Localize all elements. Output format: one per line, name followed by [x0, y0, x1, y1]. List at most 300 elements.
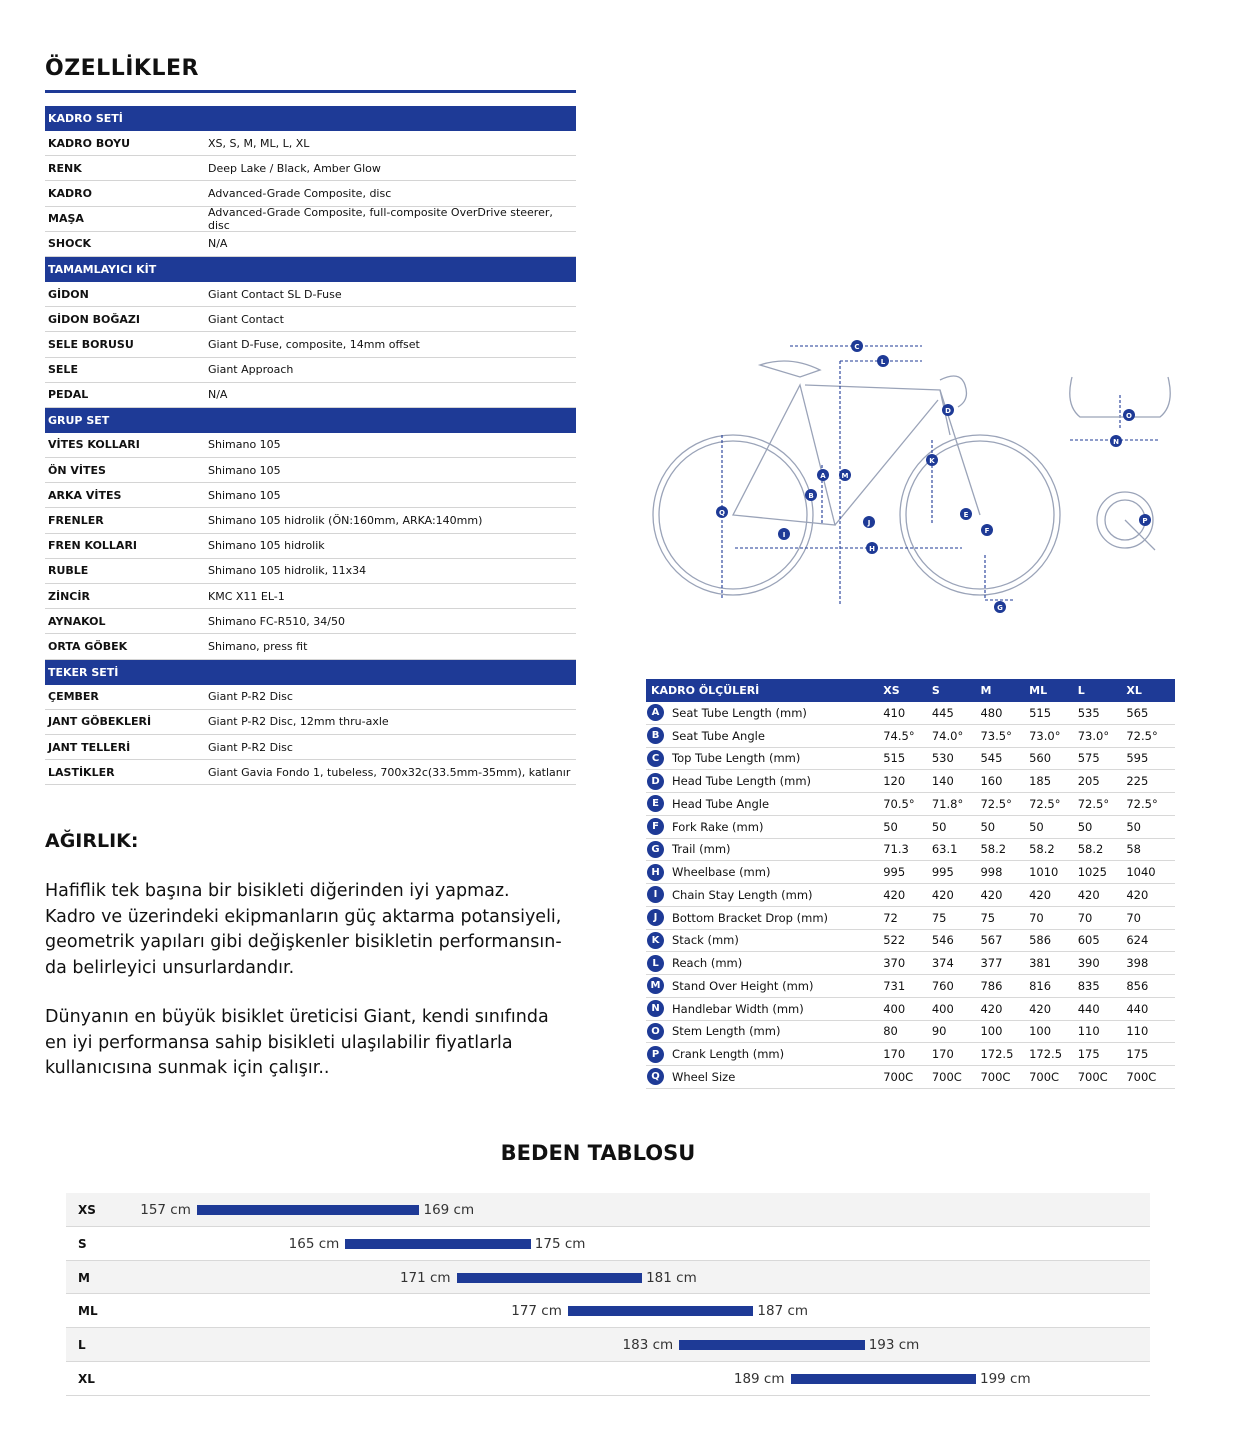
- measure-value: 72: [883, 910, 898, 925]
- spec-key: SELE BORUSU: [48, 337, 134, 351]
- spec-row: [45, 433, 576, 458]
- size-label: XS: [78, 1203, 96, 1217]
- geometry-row: [646, 884, 1175, 907]
- measure-name: Handlebar Width (mm): [672, 1001, 804, 1016]
- measure-value: 440: [1077, 1001, 1100, 1016]
- spec-value: Shimano 105 hidrolik (ÖN:160mm, ARKA:140mm): [208, 514, 483, 528]
- measure-value: 420: [1077, 887, 1100, 902]
- measure-value: 50: [931, 819, 947, 834]
- spec-value: Giant P-R2 Disc: [208, 690, 293, 704]
- measure-value: 998: [980, 865, 1003, 880]
- figure-letter-badge: [851, 340, 863, 352]
- measure-value: 390: [1077, 956, 1100, 971]
- figure-letter: C: [854, 343, 860, 351]
- geometry-row-name: [646, 909, 877, 926]
- spec-value: Giant Contact SL D-Fuse: [208, 287, 342, 301]
- spec-key: JANT TELLERİ: [48, 740, 131, 754]
- measure-value: 72.5°: [1126, 728, 1158, 743]
- geometry-row: [646, 839, 1175, 862]
- crank-arm: [1125, 520, 1155, 550]
- measure-value: 58: [1126, 842, 1141, 857]
- letter-badge: D: [647, 773, 664, 790]
- spec-row: [45, 458, 576, 483]
- spec-row: [45, 358, 576, 383]
- figure-letter-badge: [716, 506, 728, 518]
- measure-value: 515: [1029, 705, 1052, 720]
- size-col-xl: XL: [1126, 684, 1142, 697]
- measure-value: 535: [1077, 705, 1100, 720]
- figure-letter-badge: [877, 355, 889, 367]
- measure-value: 74.0°: [931, 728, 964, 743]
- spec-row: [45, 685, 576, 710]
- size-col-l: L: [1077, 684, 1085, 697]
- size-row: [66, 1362, 1150, 1396]
- measure-value: 72.5°: [980, 796, 1012, 811]
- measure-value: 731: [883, 978, 906, 993]
- letter-badge: E: [647, 795, 664, 812]
- measure-value: 58.2: [1077, 842, 1104, 857]
- size-row: [66, 1328, 1150, 1362]
- figure-letter-badge: [981, 524, 993, 536]
- measure-value: 595: [1126, 751, 1149, 766]
- down-tube: [835, 400, 938, 525]
- measure-value: 374: [931, 956, 954, 971]
- measure-name: Seat Tube Length (mm): [672, 705, 807, 720]
- size-min-label: 177 cm: [511, 1303, 562, 1320]
- size-range-bar: [197, 1205, 420, 1215]
- measure-name: Wheelbase (mm): [672, 865, 771, 880]
- size-min-label: 165 cm: [288, 1235, 340, 1252]
- spec-section-header: TAMAMLAYICI KİT: [45, 257, 576, 282]
- letter-badge: K: [647, 932, 664, 949]
- measure-value: 70: [1029, 910, 1044, 925]
- geometry-row: [646, 793, 1175, 816]
- geometry-row: [646, 1043, 1175, 1066]
- geometry-row-name: [646, 750, 877, 767]
- geometry-row: [646, 861, 1175, 884]
- geometry-row-name: [646, 977, 877, 994]
- geometry-row-name: [646, 1023, 877, 1040]
- measure-value: 75: [980, 910, 996, 925]
- spec-value: Shimano 105: [208, 438, 281, 452]
- spec-row: [45, 483, 576, 508]
- figure-letter: N: [1113, 438, 1119, 446]
- measure-value: 70: [1077, 910, 1093, 925]
- figure-letter-badge: [960, 508, 972, 520]
- letter-badge: L: [647, 955, 664, 972]
- size-chart: [66, 1193, 1150, 1396]
- measure-value: 172.5: [1029, 1047, 1063, 1062]
- geometry-row-name: [646, 886, 877, 903]
- measure-value: 700C: [931, 1069, 962, 1084]
- letter-badge: J: [647, 909, 664, 926]
- figure-letter-badge: [863, 516, 875, 528]
- weight-paragraph-2: Dünyanın en büyük bisiklet üreticisi Giant, kendi sınıfında en iyi performansa sahip bisikleti ulaşılabilir fiyatlarla kullanıcısına sunmak için çalışır..: [45, 1007, 549, 1078]
- size-row: [66, 1294, 1150, 1328]
- measure-name: Chain Stay Length (mm): [672, 887, 813, 902]
- size-label: ML: [78, 1304, 98, 1319]
- letter-badge: G: [647, 841, 664, 858]
- measure-value: 175: [1126, 1047, 1149, 1062]
- measure-name: Bottom Bracket Drop (mm): [672, 910, 829, 925]
- measure-value: 760: [931, 978, 954, 993]
- figure-letter-badge: [866, 542, 878, 554]
- spec-key: FRENLER: [48, 514, 104, 528]
- measure-value: 50: [1077, 819, 1093, 834]
- figure-letter: H: [869, 545, 875, 553]
- spec-value: Shimano 105 hidrolik: [208, 539, 325, 553]
- spec-key: RENK: [48, 161, 82, 175]
- measure-value: 71.8°: [931, 796, 964, 811]
- size-label: S: [78, 1236, 87, 1251]
- spec-value: KMC X11 EL-1: [208, 589, 285, 603]
- size-max-label: 169 cm: [423, 1202, 475, 1218]
- measure-value: 63.1: [931, 842, 958, 857]
- measure-value: 480: [980, 705, 1003, 720]
- figure-letter: O: [1126, 412, 1132, 420]
- measure-value: 546: [931, 933, 954, 948]
- measure-value: 58.2: [980, 842, 1007, 857]
- spec-row: [45, 207, 576, 232]
- geometry-row-name: [646, 864, 877, 881]
- spec-row: [45, 760, 576, 785]
- spec-value: Giant Contact: [208, 312, 284, 326]
- size-range-bar: [568, 1306, 754, 1316]
- spec-key: ARKA VİTES: [48, 488, 122, 502]
- figure-letter: A: [820, 472, 826, 480]
- geometry-table: [646, 679, 1175, 1089]
- size-range-bar: [345, 1239, 531, 1249]
- measure-value: 835: [1077, 978, 1100, 993]
- figure-letter-badge: [805, 489, 817, 501]
- spec-value: XS, S, M, ML, L, XL: [208, 136, 310, 150]
- letter-badge: C: [647, 750, 664, 767]
- size-label: L: [78, 1338, 86, 1353]
- measure-value: 575: [1077, 751, 1100, 766]
- figure-letter: J: [867, 519, 871, 527]
- geometry-row: [646, 1066, 1175, 1089]
- size-col-xs: XS: [883, 684, 900, 697]
- size-max-label: 187 cm: [757, 1303, 809, 1320]
- size-label: XL: [78, 1372, 95, 1386]
- geometry-row-name: [646, 773, 877, 790]
- geometry-row-name: [646, 932, 877, 949]
- size-col-m: M: [980, 684, 992, 697]
- geometry-row: [646, 725, 1175, 748]
- spec-value: Giant Approach: [208, 363, 294, 377]
- geometry-row: [646, 952, 1175, 975]
- figure-letter: L: [880, 358, 886, 366]
- measure-value: 185: [1029, 774, 1052, 789]
- figure-letter-badge: [839, 469, 851, 481]
- measure-value: 72.5°: [1126, 796, 1158, 811]
- measure-value: 72.5°: [1077, 796, 1110, 811]
- figure-letter-badge: [1123, 409, 1135, 421]
- measure-name: Head Tube Angle: [672, 796, 770, 811]
- measure-value: 995: [931, 865, 954, 880]
- measure-value: 565: [1126, 705, 1149, 720]
- geometry-row: [646, 748, 1175, 771]
- spec-row: [45, 559, 576, 584]
- measure-value: 522: [883, 933, 906, 948]
- geometry-row-name: [646, 818, 877, 835]
- size-label: M: [78, 1270, 90, 1285]
- size-col-ml: ML: [1029, 684, 1048, 697]
- spec-row: [45, 383, 576, 408]
- size-chart-title: BEDEN TABLOSU: [500, 1141, 696, 1165]
- measure-value: 172.5: [980, 1047, 1014, 1062]
- measure-value: 370: [883, 956, 906, 971]
- geometry-row-name: [646, 1000, 877, 1017]
- figure-letter-badge: [1139, 514, 1151, 526]
- size-min-label: 171 cm: [399, 1269, 451, 1286]
- size-row: [66, 1227, 1150, 1261]
- measure-value: 420: [1029, 1001, 1052, 1016]
- geometry-row: [646, 702, 1175, 725]
- letter-badge: Q: [647, 1068, 664, 1085]
- measure-value: 100: [980, 1024, 1003, 1039]
- measure-value: 140: [931, 774, 954, 789]
- measure-value: 381: [1029, 956, 1052, 971]
- figure-letter-badge: [994, 601, 1006, 613]
- measure-value: 586: [1029, 933, 1052, 948]
- measure-value: 175: [1077, 1047, 1100, 1062]
- seat-tube-stays: [733, 385, 835, 525]
- measure-value: 377: [980, 956, 1003, 971]
- spec-key: PEDAL: [48, 388, 89, 402]
- spec-row: [45, 131, 576, 156]
- size-range-bar: [791, 1374, 977, 1384]
- geometry-row: [646, 930, 1175, 953]
- letter-badge: P: [647, 1046, 664, 1063]
- geometry-row-name: [646, 795, 877, 812]
- measure-value: 995: [883, 865, 906, 880]
- measure-value: 70: [1126, 910, 1141, 925]
- spec-value: Shimano FC-R510, 34/50: [208, 614, 345, 628]
- measure-value: 160: [980, 774, 1003, 789]
- size-max-label: 175 cm: [534, 1235, 586, 1252]
- measure-value: 100: [1029, 1024, 1052, 1039]
- size-max-label: 181 cm: [646, 1269, 697, 1286]
- letter-badge: B: [647, 727, 664, 744]
- spec-value: Advanced-Grade Composite, full-composite OverDrive steerer, disc: [208, 205, 553, 232]
- measure-value: 560: [1029, 751, 1052, 766]
- measure-value: 398: [1126, 956, 1149, 971]
- geometry-row-name: [646, 955, 877, 972]
- spec-key: GİDON BOĞAZI: [48, 312, 140, 326]
- geometry-row-name: [646, 841, 877, 858]
- spec-value: Giant P-R2 Disc, 12mm thru-axle: [208, 715, 389, 729]
- spec-key: JANT GÖBEKLERİ: [48, 715, 152, 729]
- measure-value: 816: [1029, 978, 1052, 993]
- top-tube: [805, 385, 950, 435]
- spec-row: [45, 735, 576, 760]
- measure-value: 50: [980, 819, 996, 834]
- measure-value: 225: [1126, 774, 1149, 789]
- size-col-s: S: [931, 684, 940, 697]
- spec-value: Shimano, press fit: [208, 639, 308, 653]
- spec-row: [45, 534, 576, 559]
- measure-value: 74.5°: [883, 728, 915, 743]
- measure-value: 400: [883, 1001, 906, 1016]
- measure-value: 700C: [1126, 1069, 1157, 1084]
- size-row: [66, 1193, 1150, 1227]
- measure-value: 1010: [1029, 865, 1059, 880]
- figure-letter-badge: [778, 528, 790, 540]
- geometry-row: [646, 975, 1175, 998]
- spec-key: ÇEMBER: [48, 690, 99, 704]
- spec-value: N/A: [208, 237, 228, 251]
- measure-name: Stand Over Height (mm): [672, 978, 814, 993]
- figure-letter: P: [1142, 517, 1148, 525]
- measure-name: Stack (mm): [672, 933, 739, 948]
- measure-value: 75: [931, 910, 947, 925]
- letter-badge: N: [647, 1000, 664, 1017]
- spec-key: ORTA GÖBEK: [48, 639, 128, 653]
- figure-letter: D: [945, 407, 951, 415]
- letter-badge: O: [647, 1023, 664, 1040]
- letter-badge: H: [647, 864, 664, 881]
- figure-letter-badge: [942, 404, 954, 416]
- size-min-label: 189 cm: [733, 1371, 785, 1387]
- spec-key: VİTES KOLLARI: [48, 438, 140, 452]
- letter-badge: I: [647, 886, 664, 903]
- measure-value: 410: [883, 705, 906, 720]
- geometry-row: [646, 1021, 1175, 1044]
- size-row: [66, 1261, 1150, 1295]
- measure-value: 605: [1077, 933, 1100, 948]
- measure-name: Top Tube Length (mm): [672, 751, 801, 766]
- figure-letter-badge: [817, 469, 829, 481]
- measure-value: 420: [980, 887, 1003, 902]
- measure-name: Trail (mm): [672, 842, 731, 857]
- size-max-label: 199 cm: [980, 1371, 1031, 1387]
- measure-name: Wheel Size: [672, 1069, 736, 1084]
- measure-value: 73.0°: [1077, 728, 1110, 743]
- spec-section-header: GRUP SET: [45, 408, 576, 433]
- spec-row: [45, 634, 576, 659]
- spec-key: SHOCK: [48, 237, 92, 251]
- figure-letter: F: [984, 527, 990, 535]
- figure-letter-badge: [1110, 435, 1122, 447]
- figure-letter: M: [841, 472, 849, 480]
- spec-row: [45, 332, 576, 357]
- measure-value: 73.5°: [980, 728, 1012, 743]
- weight-paragraph-1: Hafiflik tek başına bir bisikleti diğerinden iyi yapmaz. Kadro ve üzerindeki ekipmanların güç aktarma potansiyeli, geometrik yapıları gibi değişkenler bisikletin performansın- da belirleyici unsurlardandır.: [45, 881, 562, 978]
- weight-title: AĞIRLIK:: [45, 830, 139, 852]
- geometry-row: [646, 816, 1175, 839]
- spec-key: RUBLE: [48, 564, 89, 578]
- measure-value: 530: [931, 751, 954, 766]
- measure-value: 400: [931, 1001, 954, 1016]
- measure-value: 515: [883, 751, 906, 766]
- measure-value: 50: [1029, 819, 1044, 834]
- spec-value: Giant P-R2 Disc: [208, 740, 293, 754]
- spec-row: [45, 584, 576, 609]
- geometry-row-name: [646, 1046, 877, 1063]
- spec-value: Shimano 105: [208, 463, 281, 477]
- measure-value: 110: [1126, 1024, 1149, 1039]
- measure-name: Crank Length (mm): [672, 1047, 785, 1062]
- spec-key: LASTİKLER: [48, 765, 115, 779]
- spec-value: Shimano 105 hidrolik, 11x34: [208, 564, 367, 578]
- measure-value: 205: [1077, 774, 1100, 789]
- spec-row: [45, 710, 576, 735]
- letter-badge: A: [647, 704, 664, 721]
- measure-value: 420: [883, 887, 906, 902]
- spec-key: GİDON: [48, 287, 89, 301]
- figure-letter: K: [929, 457, 935, 465]
- geometry-row-name: [646, 1068, 877, 1085]
- spec-row: [45, 282, 576, 307]
- measure-value: 700C: [1077, 1069, 1108, 1084]
- measure-value: 120: [883, 774, 906, 789]
- measure-value: 73.0°: [1029, 728, 1061, 743]
- spec-value: N/A: [208, 388, 228, 402]
- size-range-bar: [457, 1273, 643, 1283]
- figure-letter: G: [997, 604, 1003, 612]
- measure-value: 545: [980, 751, 1003, 766]
- figure-letter: I: [782, 531, 786, 539]
- saddle: [760, 361, 820, 377]
- measure-value: 71.3: [883, 842, 909, 857]
- figure-letter: Q: [719, 509, 725, 517]
- measure-value: 1025: [1077, 865, 1108, 880]
- measure-value: 50: [1126, 819, 1141, 834]
- measure-value: 170: [931, 1047, 954, 1062]
- specs-table: [45, 106, 576, 785]
- measure-value: 420: [980, 1001, 1003, 1016]
- measure-value: 170: [883, 1047, 906, 1062]
- measure-value: 70.5°: [883, 796, 915, 811]
- spec-row: [45, 232, 576, 257]
- spec-key: AYNAKOL: [48, 614, 106, 628]
- measure-name: Seat Tube Angle: [672, 728, 765, 743]
- spec-key: FREN KOLLARI: [48, 539, 138, 553]
- measure-value: 90: [931, 1024, 947, 1039]
- size-min-label: 157 cm: [140, 1202, 191, 1218]
- measure-value: 420: [931, 887, 954, 902]
- geometry-row-name: [646, 704, 877, 721]
- measure-name: Head Tube Length (mm): [672, 774, 812, 789]
- spec-row: [45, 508, 576, 533]
- measure-value: 50: [883, 819, 898, 834]
- geometry-row: [646, 907, 1175, 930]
- measure-value: 420: [1126, 887, 1149, 902]
- geometry-row: [646, 998, 1175, 1021]
- specs-title: ÖZELLİKLER: [45, 56, 199, 81]
- measure-value: 700C: [1029, 1069, 1060, 1084]
- geometry-row: [646, 770, 1175, 793]
- letter-badge: M: [647, 977, 664, 994]
- measure-value: 786: [980, 978, 1003, 993]
- spec-row: [45, 156, 576, 181]
- measure-value: 110: [1077, 1024, 1100, 1039]
- measure-value: 72.5°: [1029, 796, 1061, 811]
- figure-letter-badge: [926, 454, 938, 466]
- spec-section-header: KADRO SETİ: [45, 106, 576, 131]
- measure-name: Stem Length (mm): [672, 1024, 781, 1039]
- measure-value: 700C: [980, 1069, 1011, 1084]
- geometry-table-header: [646, 679, 1175, 702]
- figure-letter: B: [808, 492, 814, 500]
- letter-badge: F: [647, 818, 664, 835]
- measure-value: 700C: [883, 1069, 914, 1084]
- figure-letter: E: [963, 511, 969, 519]
- measure-value: 445: [931, 705, 954, 720]
- specs-title-rule: [45, 90, 576, 93]
- measure-value: 440: [1126, 1001, 1149, 1016]
